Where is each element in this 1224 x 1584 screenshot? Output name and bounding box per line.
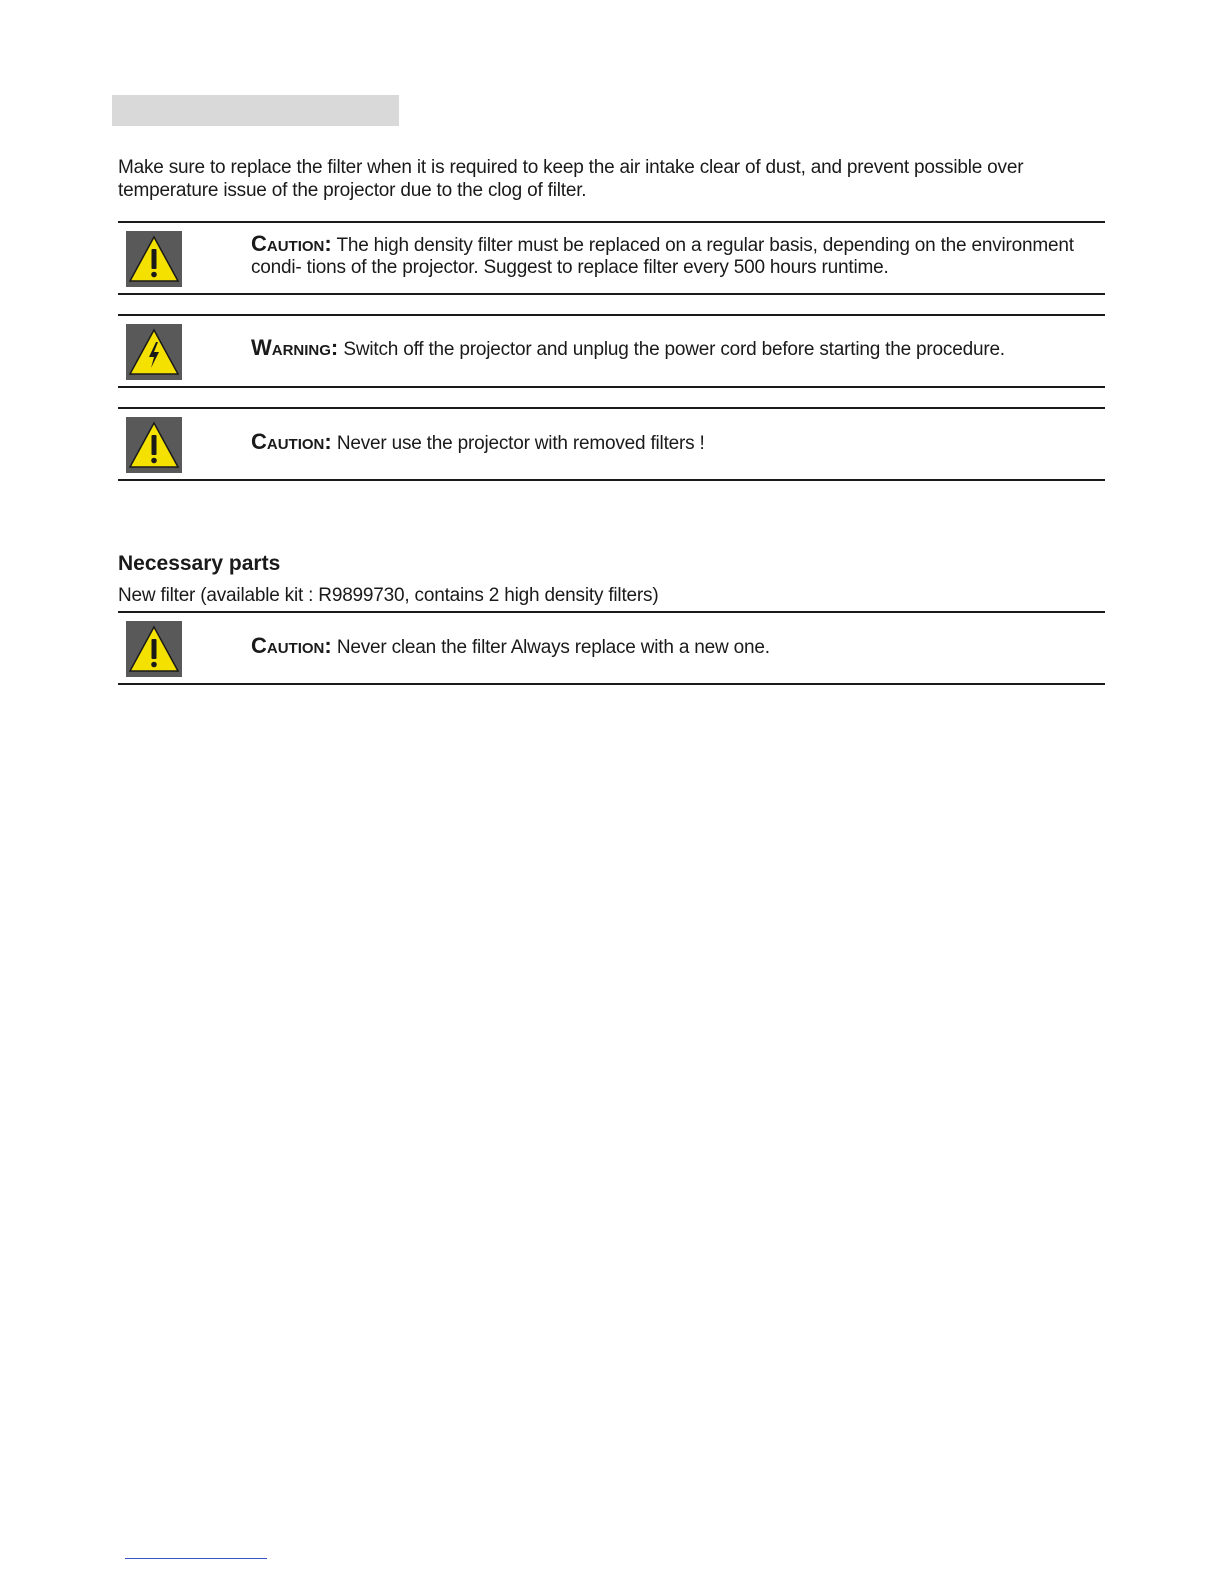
caution-icon <box>126 621 182 677</box>
caution-notice-removed-filters <box>118 407 1105 481</box>
notice-message <box>251 431 1075 455</box>
intro-paragraph: Make sure to replace the filter when it is required to keep the air intake clear of dust, and prevent possible over temperature issue of the projector due to the clog of filter. <box>118 157 1024 201</box>
caution-icon <box>126 231 182 287</box>
notice-text: Never clean the filter Always replace with a new one. <box>336 637 770 658</box>
high-voltage-icon <box>126 324 182 380</box>
notice-text: Never use the projector with removed filters ! <box>336 433 705 454</box>
notice-text: The high density filter must be replaced on a regular basis, depending on the environment condi- tions of the projector. Suggest to replace filter every 500 hours runtime. <box>251 235 1074 278</box>
notice-label: Caution: <box>251 231 332 256</box>
header-placeholder-bar <box>112 95 399 126</box>
notice-message <box>251 337 1075 361</box>
notice-label: Warning: <box>251 335 339 360</box>
footer-link-underline[interactable] <box>125 1558 267 1559</box>
caution-notice-never-clean <box>118 611 1105 685</box>
caution-notice-replace-filter <box>118 221 1105 295</box>
notice-message <box>251 635 1075 659</box>
caution-icon <box>126 417 182 473</box>
notice-label: Caution: <box>251 429 332 454</box>
notice-label: Caution: <box>251 633 332 658</box>
notice-text: Switch off the projector and unplug the power cord before starting the procedure. <box>343 339 1005 360</box>
section-heading: Necessary parts <box>118 552 281 575</box>
parts-description: New filter (available kit : R9899730, contains 2 high density filters) <box>118 585 659 606</box>
warning-notice-power-off <box>118 314 1105 388</box>
notice-message <box>251 233 1075 279</box>
